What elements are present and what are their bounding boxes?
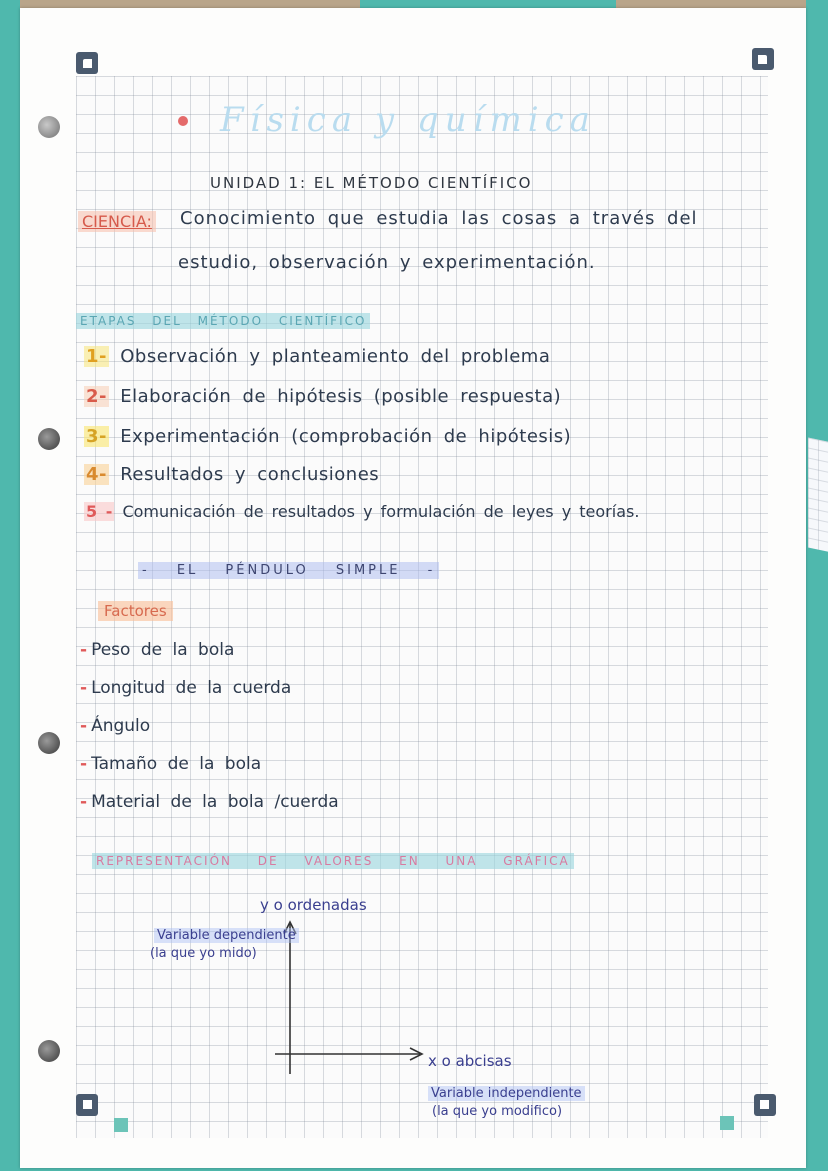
paper-scrap	[808, 437, 828, 552]
etapa-item: 3- Experimentación (comprobación de hipótesis)	[86, 426, 572, 447]
graph-axes	[20, 8, 806, 1168]
independent-variable-note: (la que yo modifico)	[432, 1104, 563, 1119]
y-axis-label: y o ordenadas	[260, 896, 367, 914]
grafica-heading: REPRESENTACIÓN DE VALORES EN UNA GRÁFICA	[92, 854, 574, 868]
etapa-item: 4- Resultados y conclusiones	[86, 464, 380, 485]
independent-variable-label: Variable independiente	[428, 1086, 585, 1101]
x-axis-label: x o abcisas	[428, 1052, 512, 1070]
etapa-item: 5 - Comunicación de resultados y formulación de leyes y teorías.	[86, 502, 640, 521]
factor-item: - Material de la bola /cuerda	[80, 792, 339, 812]
factor-item: - Ángulo	[80, 716, 151, 736]
unit-heading: UNIDAD 1: EL MÉTODO CIENTÍFICO	[210, 174, 533, 192]
factores-label: Factores	[98, 602, 173, 620]
dependent-variable-note: (la que yo mido)	[150, 946, 257, 961]
dependent-variable-label: Variable dependiente	[154, 928, 299, 943]
factor-item: - Peso de la bola	[80, 640, 235, 660]
ciencia-definition-line1: Conocimiento que estudia las cosas a través del	[180, 208, 698, 229]
ciencia-definition-line2: estudio, observación y experimentación.	[178, 252, 596, 273]
factor-item: - Longitud de la cuerda	[80, 678, 292, 698]
etapa-item: 1- Observación y planteamiento del problema	[86, 346, 551, 367]
notebook-page	[20, 8, 806, 1168]
ciencia-term: CIENCIA:	[78, 212, 156, 231]
etapas-heading: ETAPAS DEL MÉTODO CIENTÍFICO	[76, 314, 370, 328]
pendulo-heading: - EL PÉNDULO SIMPLE -	[138, 563, 439, 578]
etapa-item: 2- Elaboración de hipótesis (posible respuesta)	[86, 386, 562, 407]
factor-item: - Tamaño de la bola	[80, 754, 262, 774]
page-title: Física y química	[220, 100, 596, 140]
